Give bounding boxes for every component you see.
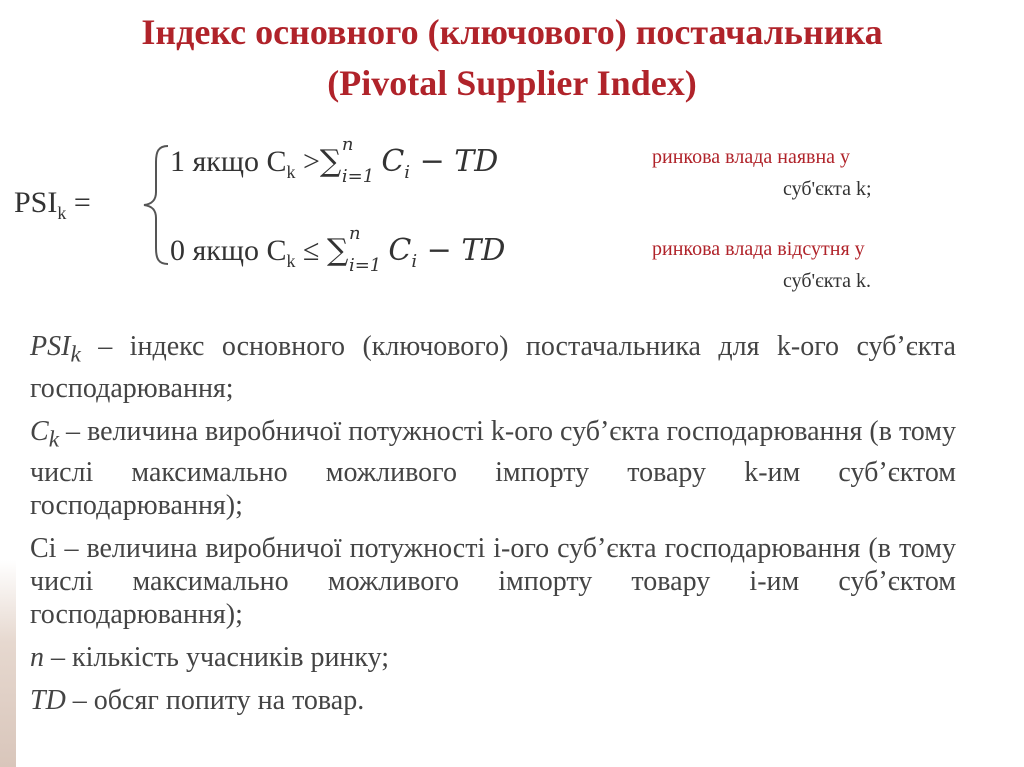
sum-symbol: ∑ bbox=[326, 233, 349, 268]
formula-lhs-main: PSI bbox=[14, 186, 58, 219]
formula-lhs bbox=[14, 186, 91, 224]
definition-symbol: TD bbox=[30, 685, 66, 717]
case1-op: > bbox=[295, 145, 320, 178]
case2-sub: k bbox=[286, 251, 296, 271]
definition-symbol-sub: k bbox=[48, 426, 60, 453]
sum-lower: i=1 bbox=[341, 166, 375, 187]
case1-note-line1: ринкова влада наявна у bbox=[652, 146, 851, 168]
definition-symbol: PSI bbox=[30, 331, 71, 362]
case2-note-line1: ринкова влада відсутня у bbox=[652, 238, 865, 260]
formula-case-1 bbox=[170, 134, 499, 187]
slide-title-line1: Індекс основного (ключового) постачальника bbox=[141, 12, 883, 52]
definition-item bbox=[30, 330, 956, 405]
slide-title-line2: (Pivotal Supplier Index) bbox=[327, 63, 697, 103]
sum-tail: − TD bbox=[410, 144, 499, 179]
definition-item bbox=[30, 532, 956, 631]
slide-edge-decoration bbox=[0, 560, 16, 767]
sum-tail: − TD bbox=[417, 233, 506, 268]
sum-expression bbox=[326, 223, 382, 276]
case2-note-line2: суб'єкта k. bbox=[783, 270, 872, 292]
formula-lhs-eq: = bbox=[66, 186, 91, 219]
curly-brace-icon bbox=[138, 142, 172, 268]
definition-text: – індекс основного (ключового) постачальника для k-ого суб’єкта господарювання; bbox=[30, 331, 956, 404]
definition-item bbox=[30, 415, 956, 523]
definition-item bbox=[30, 641, 956, 674]
sum-term-sub: i bbox=[411, 251, 418, 272]
sum-expression bbox=[319, 134, 375, 187]
case2-prefix: 0 якщо C bbox=[170, 234, 287, 267]
definition-text: – кількість учасників ринку; bbox=[44, 642, 390, 674]
sum-upper: n bbox=[341, 134, 354, 155]
definition-symbol: C bbox=[30, 415, 49, 447]
case1-sub: k bbox=[286, 162, 296, 182]
sum-upper: n bbox=[348, 223, 361, 244]
definition-symbol-sub: k bbox=[70, 341, 81, 368]
case1-note-line2: суб'єкта k; bbox=[783, 178, 872, 200]
definition-text: – величина виробничої потужності k-ого суб’єкта господарювання (в тому числі максимально можливого імпорту товару k-им суб’єктом господарювання); bbox=[30, 415, 956, 522]
definition-item bbox=[30, 684, 956, 717]
formula-lhs-sub: k bbox=[57, 203, 67, 223]
sum-term-sub: i bbox=[404, 162, 411, 183]
definition-text: – величина виробничої потужності і-ого суб’єкта господарювання (в тому числі максимально можливого імпорту товару і-им суб’єктом господарювання); bbox=[30, 533, 956, 631]
case2-op: ≤ bbox=[295, 234, 327, 267]
definition-symbol: Сі bbox=[30, 533, 57, 565]
case1-prefix: 1 якщо C bbox=[170, 145, 287, 178]
sum-symbol: ∑ bbox=[319, 144, 342, 179]
definition-symbol: n bbox=[30, 642, 44, 674]
formula-case-2 bbox=[170, 223, 506, 276]
sum-term: C bbox=[381, 144, 405, 179]
definition-text: – обсяг попиту на товар. bbox=[65, 685, 365, 717]
sum-term: C bbox=[388, 233, 412, 268]
definitions-list bbox=[30, 330, 956, 727]
sum-lower: i=1 bbox=[348, 255, 382, 276]
